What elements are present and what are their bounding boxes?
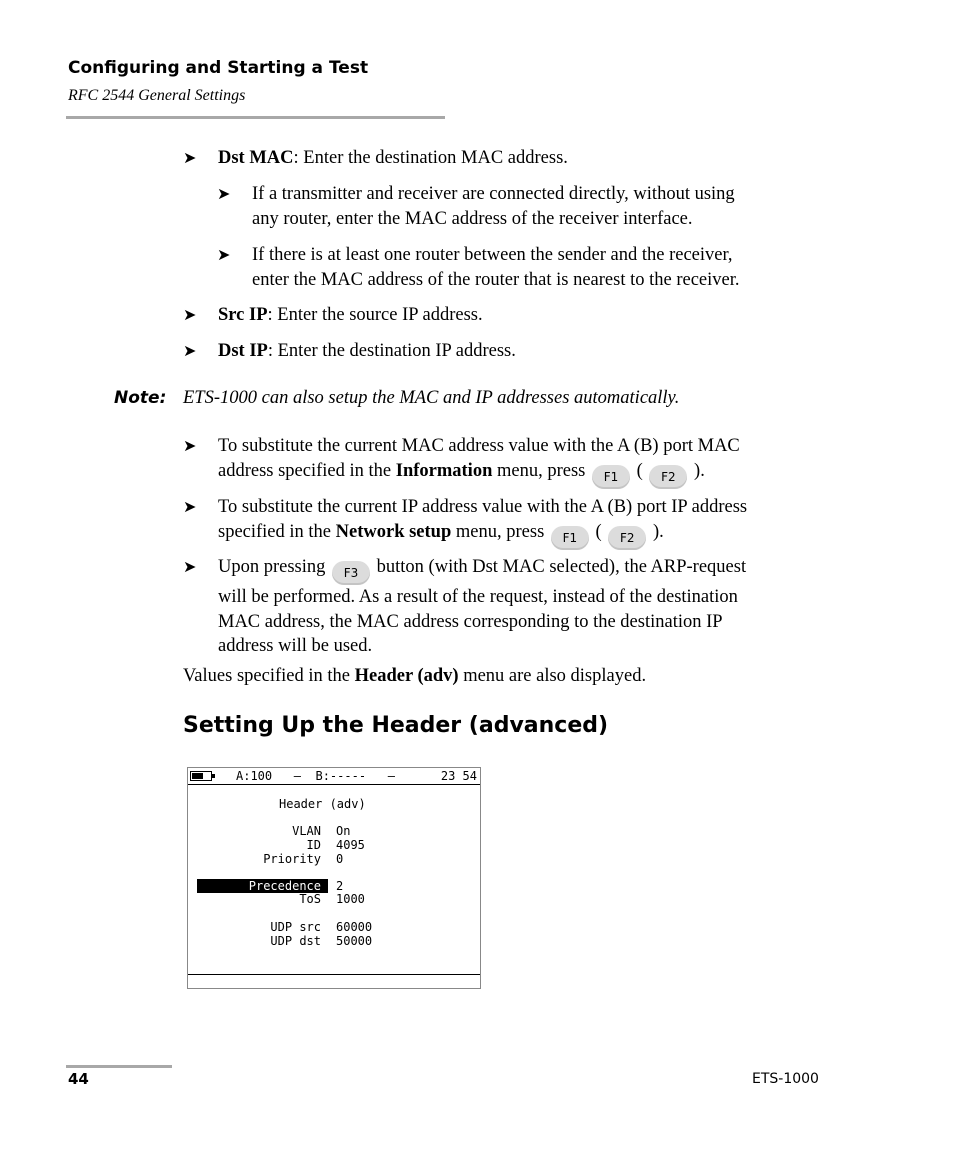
bullet-line: will be performed. As a result of the request, instead of the destination <box>218 587 738 607</box>
arrow-bullet-icon: ➤ <box>217 184 231 203</box>
label-udp-src: UDP src <box>270 920 321 934</box>
screen-title: Header (adv) <box>279 797 366 811</box>
header-adv-paragraph: Values specified in the Header (adv) menu are also displayed. <box>183 666 647 686</box>
menu-header-adv: Header (adv) <box>354 666 459 686</box>
page-number: 44 <box>68 1070 89 1088</box>
clock: 23 54 <box>440 769 477 783</box>
value-udp-src: 60000 <box>336 920 373 934</box>
screen-bottom-divider <box>188 974 480 975</box>
footer-rule <box>66 1065 172 1068</box>
port-status: A:100 – B:----- – <box>236 769 395 783</box>
value-id: 4095 <box>336 838 365 852</box>
running-header-subtitle: RFC 2544 General Settings <box>68 87 246 104</box>
bullet-line: address specified in the Information menu, press F1 ( F2 ). <box>218 459 740 489</box>
bullet-src-ip <box>183 303 483 328</box>
label-udp-dst: UDP dst <box>270 934 321 948</box>
bullet-line: specified in the Network setup menu, press F1 ( F2 ). <box>218 520 747 550</box>
f1-key-icon: F1 <box>592 465 630 489</box>
bullet-dst-ip <box>183 339 516 364</box>
bullet-substitute-mac <box>183 434 740 489</box>
bullet-dst-mac <box>183 146 568 171</box>
bullet-line: To substitute the current IP address value with the A (B) port IP address <box>218 497 748 517</box>
f2-key-icon: F2 <box>608 526 646 550</box>
device-screen <box>187 767 481 989</box>
bullet-text: : Enter the source IP address. <box>267 305 483 325</box>
f3-key-icon: F3 <box>332 561 370 585</box>
f2-key-icon: F2 <box>649 465 687 489</box>
bullet-substitute-ip <box>183 495 748 550</box>
note-text: ETS-1000 can also setup the MAC and IP addresses automatically. <box>183 388 680 408</box>
bullet-line: If there is at least one router between the sender and the receiver, <box>252 245 733 265</box>
bullet-line: any router, enter the MAC address of the receiver interface. <box>252 208 693 229</box>
value-vlan: On <box>336 824 351 838</box>
screen-status-bar <box>188 768 480 785</box>
label-vlan: VLAN <box>292 824 321 838</box>
value-precedence: 2 <box>336 879 344 893</box>
arrow-bullet-icon: ➤ <box>183 341 197 360</box>
sub-bullet-router <box>217 243 740 292</box>
bullet-text: : Enter the destination IP address. <box>267 341 516 361</box>
label-id: ID <box>306 838 321 852</box>
label-tos: ToS <box>299 892 321 906</box>
header-rule <box>66 116 445 119</box>
bullet-line: Upon pressing F3 button (with Dst MAC selected), the ARP-request <box>218 555 746 585</box>
label-precedence[interactable]: Precedence <box>248 879 321 893</box>
bullet-line: If a transmitter and receiver are connected directly, without using <box>252 184 735 204</box>
bullet-line: address will be used. <box>218 636 373 656</box>
arrow-bullet-icon: ➤ <box>183 497 197 516</box>
note-label: Note: <box>114 388 167 408</box>
document-name: ETS-1000 <box>752 1071 819 1087</box>
section-heading: Setting Up the Header (advanced) <box>183 713 609 738</box>
value-tos: 1000 <box>336 892 365 906</box>
term-dst-mac: Dst MAC <box>218 148 294 168</box>
sub-bullet-direct <box>217 182 735 231</box>
arrow-bullet-icon: ➤ <box>183 305 197 324</box>
f1-key-icon: F1 <box>551 526 589 550</box>
running-header-title: Configuring and Starting a Test <box>68 58 369 78</box>
term-dst-ip: Dst IP <box>218 341 268 361</box>
bullet-line: To substitute the current MAC address value with the A (B) port MAC <box>218 436 740 456</box>
bullet-line: MAC address, the MAC address corresponding to the destination IP <box>218 611 723 632</box>
value-priority: 0 <box>336 852 344 866</box>
arrow-bullet-icon: ➤ <box>183 557 197 576</box>
bullet-arp <box>183 555 747 659</box>
bullet-line: enter the MAC address of the router that is nearest to the receiver. <box>252 269 740 290</box>
arrow-bullet-icon: ➤ <box>183 148 197 167</box>
menu-information: Information <box>395 460 493 481</box>
value-udp-dst: 50000 <box>336 934 373 948</box>
term-src-ip: Src IP <box>218 305 268 325</box>
bullet-text: : Enter the destination MAC address. <box>293 148 568 168</box>
arrow-bullet-icon: ➤ <box>183 436 197 455</box>
label-priority: Priority <box>263 852 321 866</box>
battery-icon <box>190 771 212 781</box>
menu-network-setup: Network setup <box>335 521 452 542</box>
arrow-bullet-icon: ➤ <box>217 245 231 264</box>
